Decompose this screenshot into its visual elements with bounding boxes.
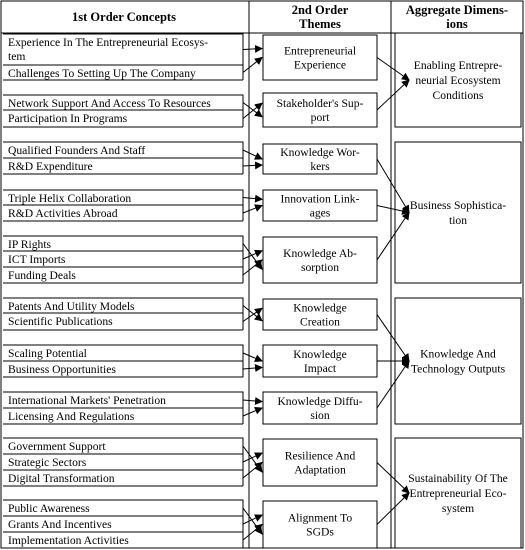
theme-label: kers <box>310 160 330 173</box>
concept-to-theme-arrow <box>243 198 262 200</box>
theme-box-frame <box>263 35 377 80</box>
concept-label: Triple Helix Collaboration <box>8 192 132 205</box>
theme-layer <box>263 35 377 548</box>
concept-label: Government Support <box>8 440 106 453</box>
dimension-label: Knowledge And <box>420 347 496 361</box>
theme-label: Adaptation <box>294 463 346 477</box>
concept-to-theme-arrow <box>243 400 262 402</box>
concept-label: Patents And Utility Models <box>8 300 135 313</box>
theme-box <box>263 345 377 377</box>
concept-item <box>3 392 243 408</box>
concept-label: R&D Activities Abroad <box>8 207 118 220</box>
theme-label: Alignment To <box>287 511 353 525</box>
concept-to-theme-arrow <box>243 206 262 214</box>
concept-item <box>3 236 243 251</box>
theme-box-frame <box>263 237 377 283</box>
concept-label: Implementation Activities <box>8 534 129 547</box>
theme-box <box>263 501 377 548</box>
concept-label: ICT Imports <box>8 253 66 266</box>
theme-box <box>263 439 377 486</box>
dimension-box <box>395 33 521 127</box>
concept-to-theme-arrow <box>243 150 262 159</box>
concept-label: Strategic Sectors <box>8 456 87 469</box>
theme-label: Creation <box>300 315 340 329</box>
concept-label: Funding Deals <box>8 269 76 282</box>
concept-label: Network Support And Access To Resources <box>8 97 211 110</box>
dimension-label: Conditions <box>432 89 484 102</box>
theme-box <box>263 93 377 127</box>
concept-to-theme-arrow <box>243 367 262 369</box>
theme-label: Impact <box>303 362 337 375</box>
concept-label: Scientific Publications <box>8 315 113 328</box>
dimension-box-frame <box>395 298 521 424</box>
concept-label: Business Opportunities <box>8 363 116 376</box>
concept-to-theme-arrow <box>243 58 262 73</box>
concept-item <box>3 205 243 221</box>
concept-to-theme-arrow <box>243 446 262 472</box>
concept-item <box>3 251 243 267</box>
concept-to-theme-arrow <box>243 244 262 270</box>
theme-box <box>263 144 377 174</box>
concept-to-theme-arrow <box>243 260 262 275</box>
concept-item <box>3 345 243 361</box>
concept-label: Experience In The Entrepreneurial Ecosys- <box>8 36 209 49</box>
theme-label: sorption <box>300 261 340 274</box>
theme-label: ages <box>309 206 331 220</box>
concept-item <box>3 267 243 283</box>
theme-box <box>263 299 377 330</box>
concept-item <box>3 454 243 470</box>
dimension-label: Enabling Entrepre- <box>413 59 503 72</box>
header-second-order-themes-line1: 2nd Order <box>291 3 349 17</box>
dimension-label: Entrepreneurial Eco- <box>409 487 507 500</box>
theme-box <box>263 237 377 283</box>
theme-label: SGDs <box>306 525 334 539</box>
header-second-order-themes-line2: Themes <box>299 17 341 31</box>
concept-item <box>3 34 243 65</box>
theme-box-frame <box>263 439 377 486</box>
concept-item <box>3 158 243 174</box>
concept-item <box>3 95 243 110</box>
dimension-label: Sustainability Of The <box>408 472 508 485</box>
theme-label: Experience <box>293 58 347 72</box>
dimension-label: tion <box>448 214 468 227</box>
concept-to-theme-arrow <box>243 515 262 524</box>
concept-item <box>3 313 243 330</box>
concept-item <box>3 532 243 548</box>
concept-to-theme-arrow <box>243 308 262 321</box>
header-first-order-concepts: 1st Order Concepts <box>72 10 176 24</box>
concept-item <box>3 361 243 377</box>
header-aggregate-dimensions-line1: Aggregate Dimens- <box>405 3 509 17</box>
concept-item <box>3 438 243 454</box>
concept-to-theme-arrow <box>243 49 262 50</box>
theme-label: port <box>310 111 330 124</box>
dimension-layer <box>395 33 521 548</box>
concept-label: Qualified Founders And Staff <box>8 144 146 157</box>
concept-label: Digital Transformation <box>8 472 115 485</box>
theme-label: Knowledge Wor- <box>280 146 360 159</box>
concept-to-theme-arrow <box>243 463 262 479</box>
concept-to-theme-arrow <box>243 251 262 259</box>
concept-label: Licensing And Regulations <box>8 410 135 423</box>
theme-label: Entrepreneurial <box>283 44 357 58</box>
concept-to-theme-arrow <box>243 306 262 321</box>
concept-label: Grants And Incentives <box>8 518 112 531</box>
theme-label: Stakeholder's Sup- <box>276 97 364 110</box>
concept-item <box>3 516 243 532</box>
concept-label: Scaling Potential <box>8 347 87 360</box>
concept-label: R&D Expenditure <box>8 160 93 173</box>
theme-box <box>263 392 377 424</box>
concept-to-theme-arrow <box>243 165 262 166</box>
concept-to-theme-arrow <box>243 103 262 117</box>
concept-item <box>3 190 243 205</box>
concept-item <box>3 298 243 313</box>
theme-label: Resilience And <box>284 449 356 463</box>
theme-box-frame <box>263 501 377 548</box>
theme-label: Knowledge Diffu- <box>277 395 363 408</box>
theme-label: Knowledge <box>293 348 347 361</box>
dimension-box <box>395 438 521 548</box>
concept-item <box>3 142 243 158</box>
concept-to-theme-arrow <box>243 508 262 534</box>
concept-label: Participation In Programs <box>8 112 128 125</box>
concept-item <box>3 110 243 127</box>
theme-label: Knowledge <box>293 301 347 315</box>
header-aggregate-dimensions-line2: ions <box>446 17 468 31</box>
concept-to-theme-arrow <box>243 408 262 416</box>
theme-label: sion <box>310 409 330 422</box>
theme-box <box>263 35 377 80</box>
theme-label: Knowledge Ab- <box>283 247 357 260</box>
concept-to-theme-arrow <box>243 453 262 462</box>
concept-label: Challenges To Setting Up The Company <box>8 67 196 80</box>
dimension-box <box>395 142 521 283</box>
concept-layer <box>3 34 243 548</box>
dimension-label: Technology Outputs <box>410 362 506 376</box>
concept-label: IP Rights <box>8 238 52 251</box>
dimension-box-frame <box>395 142 521 283</box>
concept-to-theme-arrow <box>243 525 262 541</box>
dimension-box <box>395 298 521 424</box>
concept-label: Public Awareness <box>8 502 90 515</box>
concept-item <box>3 408 243 424</box>
concept-item <box>3 470 243 486</box>
concept-item <box>3 65 243 80</box>
concept-item <box>3 500 243 516</box>
concept-to-theme-arrow <box>243 353 262 361</box>
concept-label: tem <box>8 50 26 63</box>
theme-box <box>263 190 377 221</box>
dimension-label: neurial Ecosystem <box>415 74 501 87</box>
dimension-label: Business Sophistica- <box>409 199 507 212</box>
theme-label: Innovation Link- <box>280 192 360 206</box>
dimension-label: system <box>441 502 475 515</box>
concept-label: International Markets' Penetration <box>8 394 166 407</box>
concept-to-theme-arrow <box>243 103 262 118</box>
